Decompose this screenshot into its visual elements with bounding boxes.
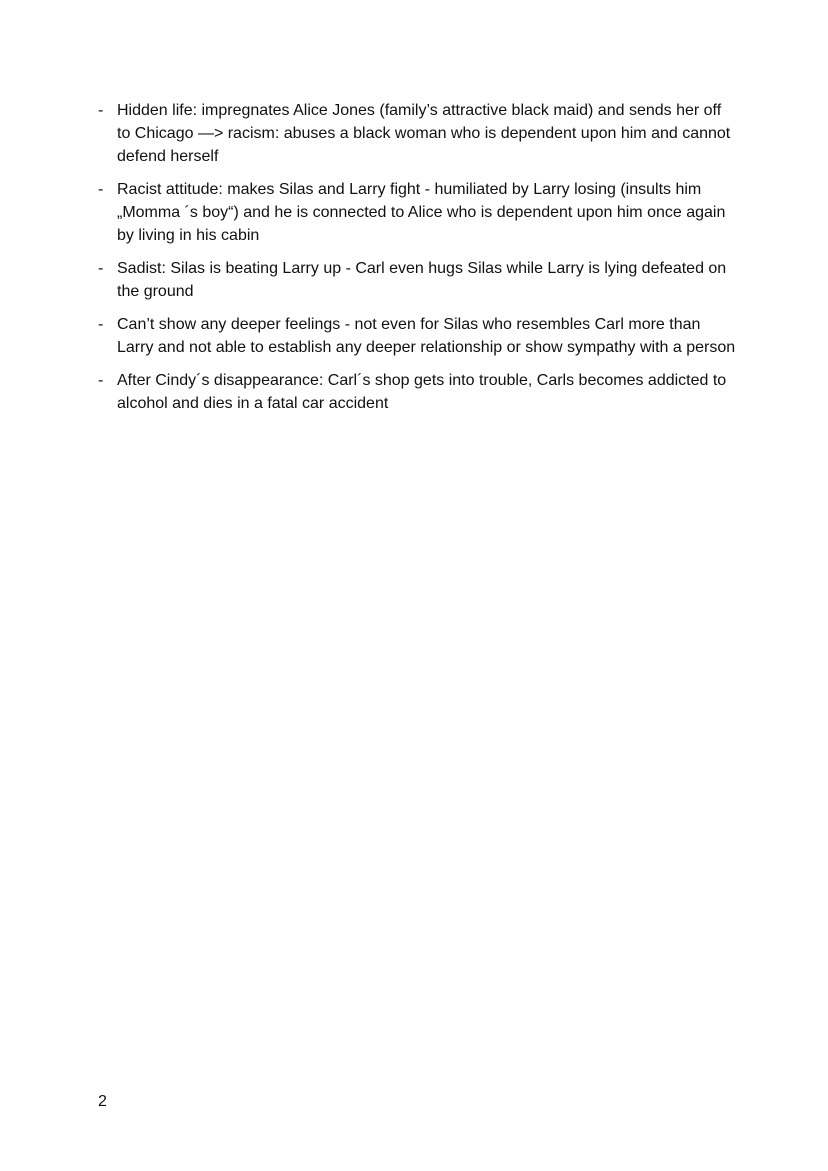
bullet-item-deeper-feelings	[98, 313, 738, 359]
bullet-text: Hidden life: impregnates Alice Jones (family’s attractive black maid) and sends her off to Chicago —> racism: abuses a black woman who is dependent upon him and cannot defend herself	[117, 102, 731, 165]
bullet-marker: -	[98, 181, 104, 198]
bullet-text: Racist attitude: makes Silas and Larry fight - humiliated by Larry losing (insults him „Momma ´s boy“) and he is connected to Alice who is dependent upon him once again by living in his cabin	[117, 181, 726, 244]
bullet-item-sadist	[98, 257, 738, 303]
bullet-text: Sadist: Silas is beating Larry up - Carl even hugs Silas while Larry is lying defeated on the ground	[117, 260, 727, 300]
bullet-marker: -	[98, 316, 104, 333]
bullet-list	[98, 99, 738, 425]
bullet-marker: -	[98, 102, 104, 119]
bullet-item-hidden-life	[98, 99, 738, 168]
bullet-marker: -	[98, 372, 104, 389]
page-number: 2	[98, 1093, 107, 1110]
bullet-marker: -	[98, 260, 104, 277]
bullet-text: After Cindy´s disappearance: Carl´s shop gets into trouble, Carls becomes addicted to alcohol and dies in a fatal car accident	[117, 372, 727, 412]
bullet-text: Can’t show any deeper feelings - not even for Silas who resembles Carl more than Larry and not able to establish any deeper relationship or show sympathy with a person	[117, 316, 736, 356]
bullet-item-racist-attitude	[98, 178, 738, 247]
bullet-item-after-disappearance	[98, 369, 738, 415]
